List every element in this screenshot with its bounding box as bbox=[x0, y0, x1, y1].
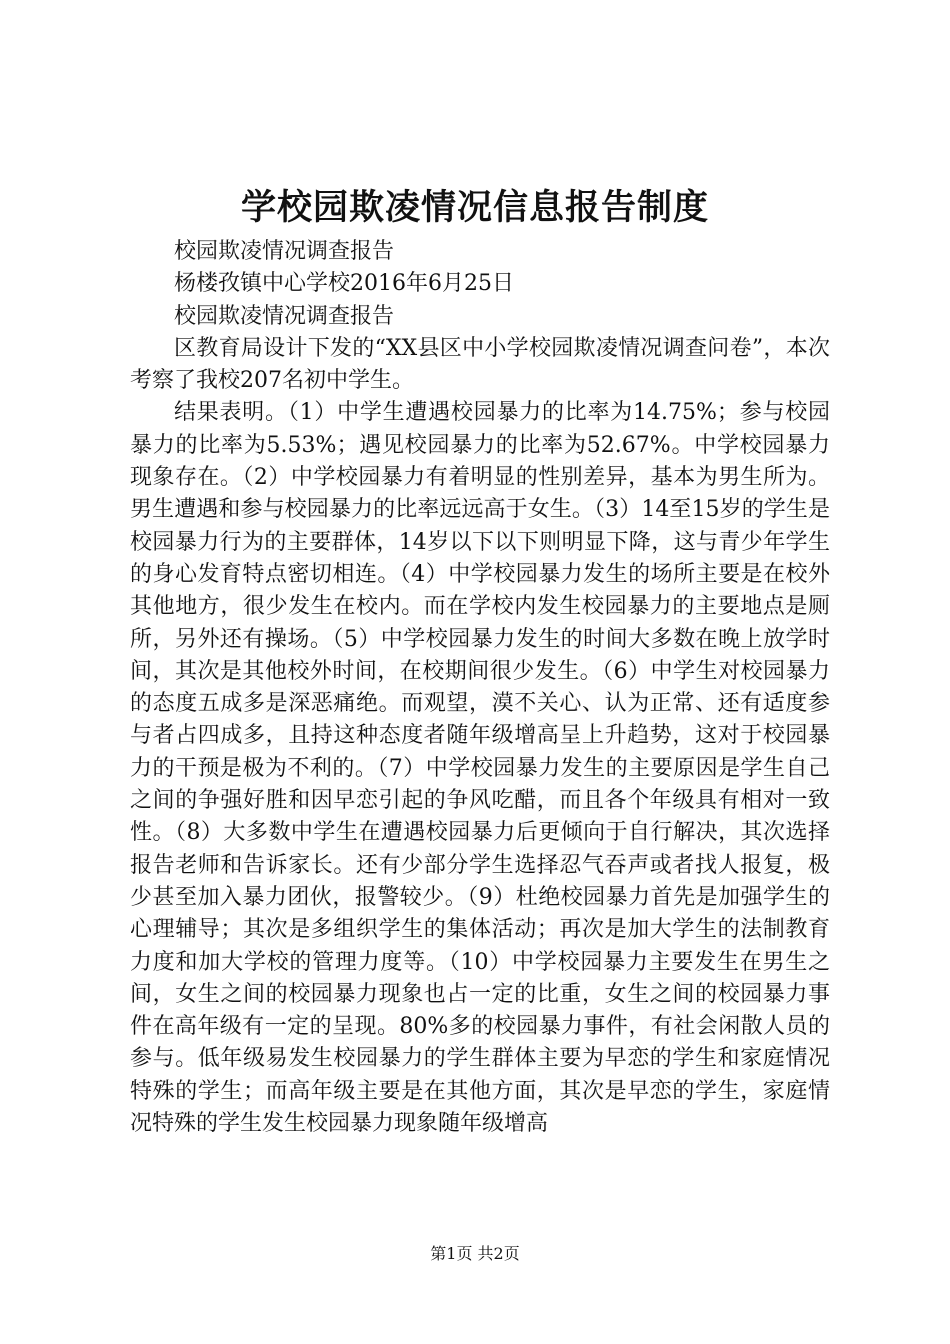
page-number-footer: 第1页 共2页 bbox=[430, 1244, 520, 1263]
document-title: 学校园欺凌情况信息报告制度 bbox=[240, 187, 709, 228]
paragraph-intro: 区教育局设计下发的“XX县区中小学校园欺凌情况调查问卷”，本次考察了我校207名初中学生。 bbox=[130, 335, 830, 394]
paragraph-results: 结果表明。（1）中学生遭遇校园暴力的比率为14.75%；参与校园暴力的比率为5.53%；遇见校园暴力的比率为52.67%。中学校园暴力现象存在。（2）中学校园暴力有着明显的性别差异，基本为男生所为。男生遭遇和参与校园暴力的比率远远高于女生。（3）14至15岁的学生是校园暴力行为的主要群体，14岁以下以下则明显下降，这与青少年学生的身心发育特点密切相连。（4）中学校园暴力发生的场所主要是在校外其他地方，很少发生在校内。而在学校内发生校园暴力的主要地点是厕所，另外还有操场。（5）中学校园暴力发生的时间大多数在晚上放学时间，其次是其他校外时间，在校期间很少发生。（6）中学生对校园暴力的态度五成多是深恶痛绝。而观望，漠不关心、认为正常、还有适度参与者占四成多，且持这种态度者随年级增高呈上升趋势，这对于校园暴力的干预是极为不利的。（7）中学校园暴力发生的主要原因是学生自己之间的争强好胜和因早恋引起的争风吃醋，而且各个年级具有相对一致性。（8）大多数中学生在遭遇校园暴力后更倾向于自行解决，其次选择报告老师和告诉家长。还有少部分学生选择忍气吞声或者找人报复，极少甚至加入暴力团伙，报警较少。（9）杜绝校园暴力首先是加强学生的心理辅导；其次是多组织学生的集体活动；再次是加大学生的法制教育力度和加大学校的管理力度等。（10）中学校园暴力主要发生在男生之间，女生之间的校园暴力现象也占一定的比重，女生之间的校园暴力事件在高年级有一定的呈现。80%多的校园暴力事件，有社会闲散人员的参与。低年级易发生校园暴力的学生群体主要为早恋的学生和家庭情况特殊的学生；而高年级主要是在其他方面，其次是早恋的学生，家庭情况特殊的学生发生校园暴力现象随年级增高 bbox=[130, 400, 830, 1137]
paragraph-heading: 校园欺凌情况调查报告 bbox=[174, 303, 395, 329]
paragraph-author-date: 杨楼孜镇中心学校2016年6月25日 bbox=[174, 271, 514, 297]
document-body bbox=[130, 236, 830, 1140]
paragraph-subtitle: 校园欺凌情况调查报告 bbox=[174, 239, 395, 264]
